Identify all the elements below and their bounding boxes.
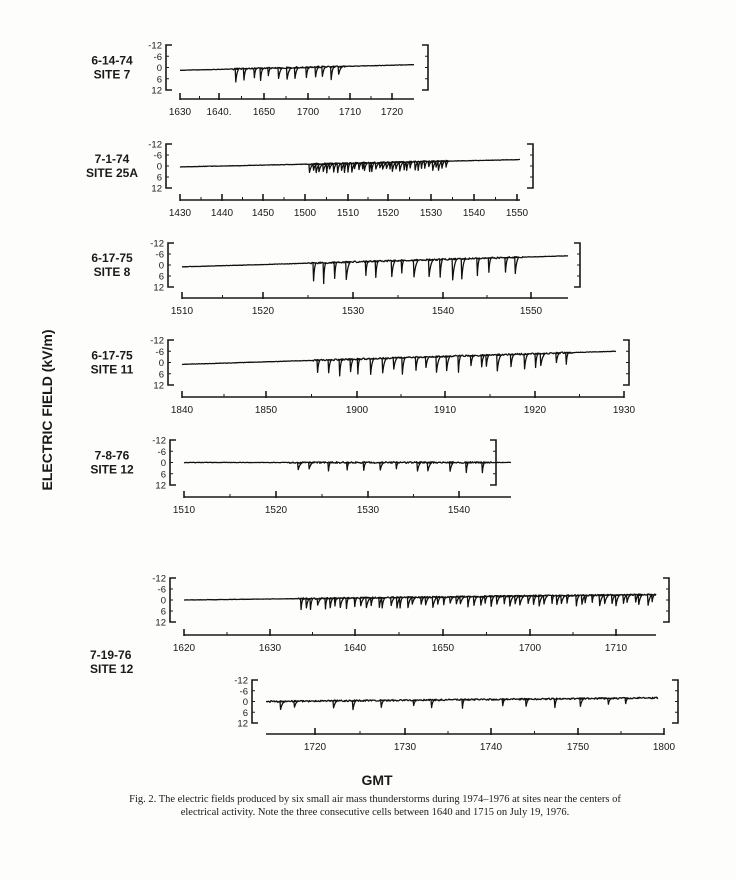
x-tick-label: 1740 — [479, 742, 503, 753]
x-tick-label: 1620 — [172, 643, 196, 654]
y-tick-label: 0 — [156, 63, 162, 74]
y-tick-label: 6 — [156, 74, 162, 86]
panel-7 — [234, 676, 678, 754]
y-tick-label: 6 — [158, 369, 164, 381]
x-tick-label: 1850 — [254, 405, 278, 416]
x-tick-label: 1900 — [345, 405, 369, 416]
x-tick-label: 1730 — [393, 742, 417, 753]
y-tick-label: -12 — [148, 40, 162, 52]
y-tick-label: -6 — [157, 446, 166, 458]
x-tick-label: 1630 — [168, 107, 192, 118]
x-tick-label: 1700 — [296, 107, 320, 118]
electric-field-trace — [180, 159, 520, 172]
y-tick-label: 0 — [160, 595, 166, 607]
x-tick-label: 1750 — [566, 742, 590, 753]
y-tick-label: 0 — [242, 697, 248, 708]
x-tick-label: 1510 — [172, 505, 196, 516]
x-tick-label: 1540 — [462, 208, 486, 219]
panel-date-label: 7-8-76 — [94, 448, 130, 463]
x-tick-label: 1720 — [303, 742, 327, 753]
panel-5 — [90, 436, 511, 517]
y-tick-label: 0 — [156, 161, 162, 173]
x-tick-label: 1800 — [652, 742, 676, 753]
figure-caption — [70, 793, 680, 819]
panel-date-label: 6-17-75 — [91, 348, 133, 363]
panel-site-label: SITE 8 — [93, 265, 131, 279]
y-tick-label: -6 — [155, 346, 164, 358]
y-tick-label: -12 — [152, 573, 166, 585]
panel-site-label: SITE 12 — [90, 462, 134, 477]
x-tick-label: 1440 — [210, 208, 234, 219]
panel-date-label: 6-17-75 — [91, 251, 133, 265]
y-tick-label: 12 — [151, 85, 162, 97]
electric-field-trace — [182, 351, 616, 376]
y-axis-label: ELECTRIC FIELD (kV/m) — [39, 329, 55, 491]
joint-site-label: SITE 12 — [90, 662, 134, 676]
electric-field-trace — [184, 462, 511, 473]
y-tick-label: 6 — [158, 271, 164, 283]
panel-4 — [91, 336, 636, 417]
panel-date-label: 7-1-74 — [94, 152, 130, 166]
panel-site-label: SITE 7 — [93, 67, 131, 82]
x-tick-label: 1530 — [341, 306, 365, 317]
y-tick-label: 12 — [155, 480, 166, 492]
y-tick-label: -6 — [155, 249, 164, 261]
x-tick-label: 1710 — [604, 643, 628, 654]
y-tick-label: -6 — [157, 584, 166, 596]
x-tick-label: 1650 — [431, 643, 455, 654]
electric-field-trace — [182, 256, 568, 284]
x-tick-label: 1430 — [168, 208, 192, 219]
x-tick-label: 1550 — [505, 208, 529, 219]
x-tick-label: 1500 — [293, 208, 317, 219]
y-tick-label: 12 — [153, 282, 164, 294]
y-tick-label: -6 — [239, 686, 248, 698]
x-tick-label: 1520 — [264, 505, 288, 516]
y-tick-label: 0 — [158, 260, 164, 272]
x-tick-label: 1510 — [336, 208, 360, 219]
y-tick-label: 0 — [160, 458, 166, 469]
y-tick-label: 12 — [155, 617, 166, 629]
y-tick-label: 0 — [158, 358, 164, 369]
panel-site-label: SITE 25A — [85, 166, 139, 180]
y-tick-label: 12 — [237, 718, 248, 730]
y-tick-label: -12 — [150, 238, 164, 250]
x-tick-label: 1640. — [206, 107, 232, 118]
x-tick-label: 1640 — [343, 643, 367, 654]
y-tick-label: -12 — [148, 139, 162, 151]
x-tick-label: 1930 — [612, 405, 636, 416]
joint-date-label: 7-19-76 — [90, 648, 132, 662]
x-tick-label: 1710 — [338, 107, 362, 118]
caption-line-1: Fig. 2. The electric fields produced by six small air mass thunderstorms during 1974–1976 at sites near the centers of — [129, 794, 621, 805]
x-tick-label: 1520 — [376, 208, 400, 219]
panel-site-label: SITE 11 — [90, 362, 134, 377]
x-tick-label: 1450 — [251, 208, 275, 219]
x-tick-label: 1650 — [252, 107, 276, 118]
x-tick-label: 1540 — [431, 306, 455, 317]
x-tick-label: 1720 — [380, 107, 404, 118]
y-tick-label: 12 — [151, 183, 162, 195]
x-tick-label: 1630 — [258, 643, 282, 654]
y-tick-label: 6 — [160, 606, 166, 618]
panels — [86, 41, 678, 754]
x-tick-label: 1540 — [447, 505, 471, 516]
x-tick-label: 1530 — [419, 208, 443, 219]
y-tick-label: 6 — [242, 707, 248, 719]
y-tick-label: -6 — [153, 150, 162, 162]
y-tick-label: -12 — [150, 335, 164, 347]
x-tick-label: 1920 — [523, 405, 547, 416]
y-tick-label: -6 — [153, 51, 162, 63]
x-tick-label: 1910 — [433, 405, 457, 416]
y-tick-label: 6 — [160, 469, 166, 481]
x-tick-label: 1700 — [518, 643, 542, 654]
x-tick-label: 1530 — [356, 505, 380, 516]
panel-2 — [86, 140, 533, 220]
y-tick-label: 12 — [153, 380, 164, 392]
y-tick-label: -12 — [234, 675, 248, 687]
y-tick-label: 6 — [156, 172, 162, 184]
electric-field-trace — [180, 65, 414, 82]
x-tick-label: 1520 — [251, 306, 275, 317]
panel-date-label: 6-14-74 — [91, 53, 133, 68]
electric-field-trace — [266, 697, 658, 709]
electric-field-trace — [184, 594, 656, 610]
panel-6 — [152, 574, 669, 655]
panel-3 — [91, 239, 580, 318]
x-tick-label: 1840 — [170, 405, 194, 416]
x-tick-label: 1550 — [519, 306, 543, 317]
y-tick-label: -12 — [152, 435, 166, 447]
x-tick-label: 1510 — [170, 306, 194, 317]
x-axis-label: GMT — [361, 772, 393, 788]
caption-line-2: electrical activity. Note the three consecutive cells between 1640 and 1715 on July 19, 1976. — [180, 807, 570, 818]
panel-1 — [91, 41, 428, 119]
